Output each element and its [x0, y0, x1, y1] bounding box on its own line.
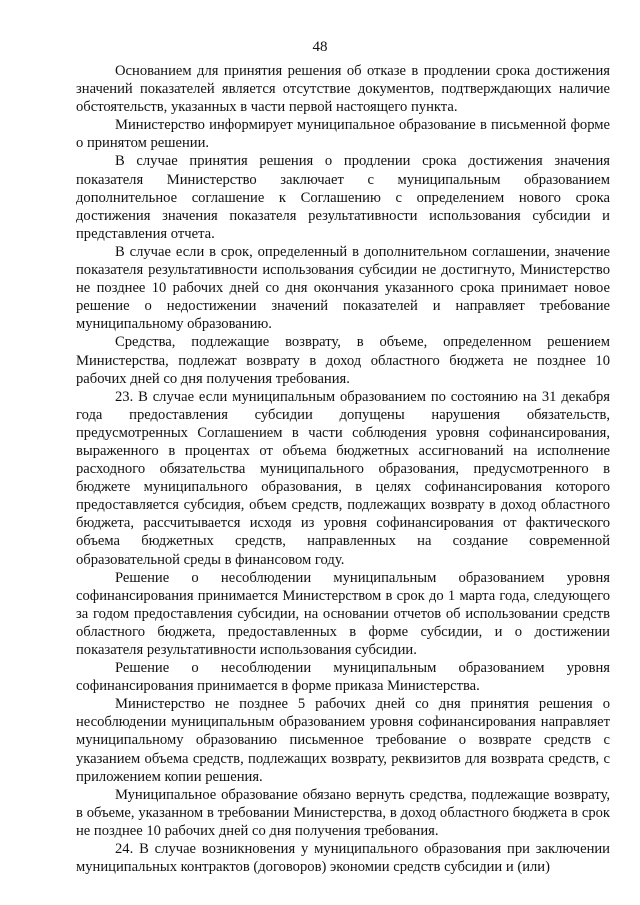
document-body — [76, 62, 610, 876]
paragraph: В случае если в срок, определенный в дополнительном соглашении, значение показателя результативности использования субсидии не достигнуто, Министерство не позднее 10 рабочих дней со дня окончания указанного срока принимает новое решение о недостижении значений показателей и направляет требование муниципальному образованию. — [76, 243, 610, 333]
paragraph: В случае принятия решения о продлении срока достижения значения показателя Министерство заключает с муниципальным образованием дополнительное соглашение к Соглашению с определением нового срока достижения значения показателя результативности использования субсидии и представления отчета. — [76, 153, 610, 242]
paragraph: Министерство информирует муниципальное образование в письменной форме о принятом решении. — [76, 117, 610, 152]
page-number: 48 — [312, 39, 328, 55]
paragraph: Решение о несоблюдении муниципальным образованием уровня софинансирования принимается в форме приказа Министерства. — [76, 660, 610, 695]
paragraph: 23. В случае если муниципальным образованием по состоянию на 31 декабря года предоставления субсидии допущены нарушения обязательств, предусмотренных Соглашением в части соблюдения уровня софинансирования, выраженного в процентах от объема бюджетных ассигнований на исполнение расходного обязательства муниципального образования, предусмотренного в бюджете муниципального образования, в целях софинансирования которого предоставляется субсидия, объем средств, подлежащих возврату в доход областного бюджета, рассчитывается исходя из уровня софинансирования от фактического объема бюджетных средств, направленных на создание современной образовательной среды в финансовом году. — [76, 388, 610, 568]
paragraph: Министерство не позднее 5 рабочих дней со дня принятия решения о несоблюдении муниципальным образованием уровня софинансирования направляет муниципальному образованию письменное требование о возврате средств с указанием объема средств, подлежащих возврату, реквизитов для возврата средств, с приложением копии решения. — [76, 696, 610, 785]
paragraph: Основанием для принятия решения об отказе в продлении срока достижения значений показателей является отсутствие документов, подтверждающих наличие обстоятельств, указанных в части первой настоящего пункта. — [76, 63, 610, 116]
paragraph: 24. В случае возникновения у муниципального образования при заключении муниципальных контрактов (договоров) экономии средств субсидии и (или) — [76, 841, 610, 876]
paragraph: Муниципальное образование обязано вернуть средства, подлежащие возврату, в объеме, указанном в требовании Министерства, в доход областного бюджета в срок не позднее 10 рабочих дней со дня получения требования. — [76, 786, 610, 839]
paragraph: Решение о несоблюдении муниципальным образованием уровня софинансирования принимается Министерством в срок до 1 марта года, следующего за годом предоставления субсидии, на основании отчетов об использовании средств областного бюджета, предоставленных в форме субсидии, и о достижении показателя результативности использования субсидии. — [76, 569, 610, 658]
paragraph: Средства, подлежащие возврату, в объеме, определенном решением Министерства, подлежат возврату в доход областного бюджета не позднее 10 рабочих дней со дня получения требования. — [76, 334, 610, 387]
